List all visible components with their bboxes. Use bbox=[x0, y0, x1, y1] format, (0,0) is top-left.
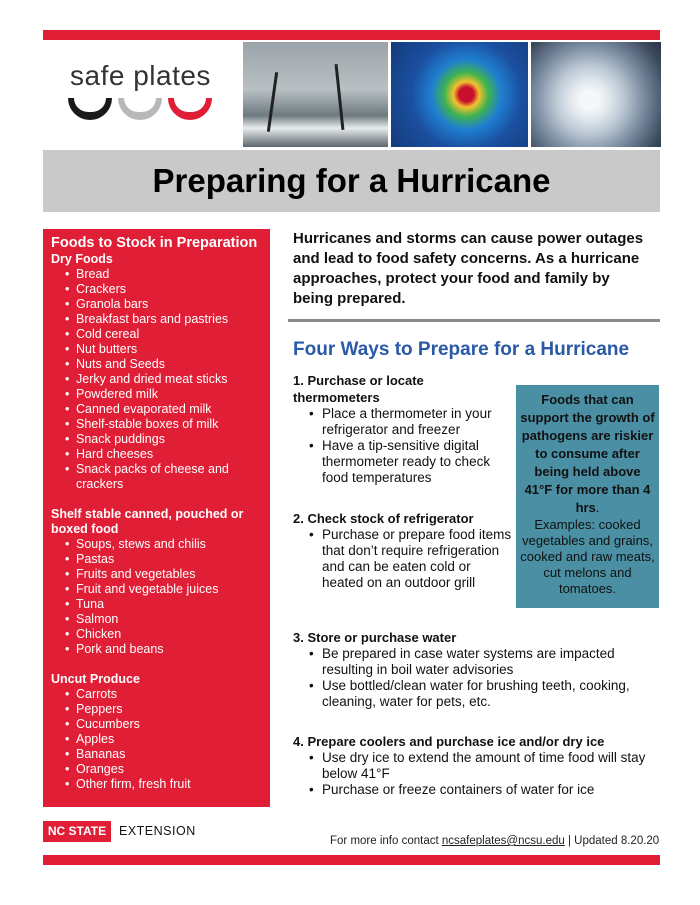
list-item: • Breakfast bars and pastries bbox=[65, 312, 262, 327]
list-item: • Apples bbox=[65, 732, 262, 747]
intro-paragraph: Hurricanes and storms can cause power outages and lead to food safety concerns. As a hurricane approaches, protect your food and family by being prepared. bbox=[293, 230, 644, 307]
step-coolers-ice bbox=[293, 733, 658, 798]
plate-black-icon bbox=[68, 98, 112, 120]
list-item: • Soups, stews and chilis bbox=[65, 537, 262, 552]
step-list bbox=[309, 646, 658, 710]
step-title: 2. Check stock of refrigerator bbox=[293, 511, 474, 526]
plate-red-icon bbox=[168, 98, 212, 120]
top-accent-bar bbox=[43, 30, 660, 40]
nc-state-logo bbox=[43, 821, 111, 842]
list-item: • Powdered milk bbox=[65, 387, 262, 402]
foods-sidebar bbox=[43, 229, 270, 807]
list-item: • Cold cereal bbox=[65, 327, 262, 342]
footer-prefix: For more info contact bbox=[330, 835, 442, 847]
category-title: Dry Foods bbox=[51, 252, 113, 266]
step-list bbox=[309, 406, 514, 486]
step-thermometers bbox=[293, 372, 514, 486]
list-item: • Pastas bbox=[65, 552, 262, 567]
plate-gray-icon bbox=[118, 98, 162, 120]
list-item: • Pork and beans bbox=[65, 642, 262, 657]
title-band bbox=[43, 150, 660, 212]
list-item: • Tuna bbox=[65, 597, 262, 612]
category-title: Uncut Produce bbox=[51, 672, 140, 686]
step-title: 4. Prepare coolers and purchase ice and/or dry ice bbox=[293, 734, 605, 749]
list-item: • Cucumbers bbox=[65, 717, 262, 732]
step-water bbox=[293, 629, 658, 710]
bottom-accent-bar bbox=[43, 855, 660, 865]
step-list bbox=[309, 750, 658, 798]
safe-plates-logo bbox=[60, 60, 230, 130]
step-list bbox=[309, 527, 514, 591]
list-item: • Oranges bbox=[65, 762, 262, 777]
callout-period: . bbox=[595, 500, 600, 515]
sidebar-title: Foods to Stock in Preparation bbox=[51, 235, 258, 251]
list-item: • Bread bbox=[65, 267, 262, 282]
uncut-produce-list bbox=[65, 687, 262, 792]
list-item: • Jerky and dried meat sticks bbox=[65, 372, 262, 387]
footer-contact bbox=[330, 835, 659, 847]
section-divider bbox=[288, 319, 660, 322]
list-item: • Nuts and Seeds bbox=[65, 357, 262, 372]
callout-body-text: Examples: cooked vegetables and grains, cooked and raw meats, cut melons and tomatoes. bbox=[520, 517, 655, 596]
list-item: • Be prepared in case water systems are impacted resulting in boil water advisories bbox=[309, 646, 658, 678]
list-item: • Other firm, fresh fruit bbox=[65, 777, 262, 792]
list-item: • Carrots bbox=[65, 687, 262, 702]
list-item: • Fruits and vegetables bbox=[65, 567, 262, 582]
list-item: • Canned evaporated milk bbox=[65, 402, 262, 417]
page-title: Preparing for a Hurricane bbox=[152, 162, 551, 199]
list-item: • Snack packs of cheese and crackers bbox=[65, 462, 235, 492]
pathogen-callout-box bbox=[516, 385, 659, 608]
contact-email-link[interactable]: ncsafeplates@ncsu.edu bbox=[441, 835, 565, 847]
ways-heading: Four Ways to Prepare for a Hurricane bbox=[293, 339, 630, 360]
list-item: • Use dry ice to extend the amount of time food will stay below 41°F bbox=[309, 750, 658, 782]
list-item: • Shelf-stable boxes of milk bbox=[65, 417, 262, 432]
list-item: • Purchase or freeze containers of water for ice bbox=[309, 782, 658, 798]
step-title: 1. Purchase or locate thermometers bbox=[293, 373, 424, 405]
step-refrigerator bbox=[293, 510, 514, 591]
list-item: • Chicken bbox=[65, 627, 262, 642]
storm-beach-photo bbox=[243, 42, 388, 147]
list-item: • Peppers bbox=[65, 702, 262, 717]
list-item: • Salmon bbox=[65, 612, 262, 627]
list-item: • Use bottled/clean water for brushing teeth, cooking, cleaning, water for pets, etc. bbox=[309, 678, 658, 710]
list-item: • Place a thermometer in your refrigerator and freezer bbox=[309, 406, 514, 438]
list-item: • Purchase or prepare food items that don’t require refrigeration and can be eaten cold or heated on an outdoor grill bbox=[309, 527, 514, 591]
hurricane-satellite-photo bbox=[531, 42, 661, 147]
category-title: Shelf stable canned, pouched or boxed food bbox=[51, 507, 244, 536]
list-item: • Nut butters bbox=[65, 342, 262, 357]
extension-label: EXTENSION bbox=[119, 824, 196, 838]
callout-bold-text: Foods that can support the growth of pathogens are riskier to consume after being held above 41°F for more than 4 hrs bbox=[520, 392, 655, 515]
nc-state-logo-text: NC STATE bbox=[47, 824, 107, 838]
list-item: • Crackers bbox=[65, 282, 262, 297]
hurricane-radar-photo bbox=[391, 42, 528, 147]
list-item: • Have a tip-sensitive digital thermometer ready to check food temperatures bbox=[309, 438, 514, 486]
list-item: • Granola bars bbox=[65, 297, 262, 312]
dry-foods-list bbox=[65, 267, 262, 492]
footer-suffix: | Updated 8.20.20 bbox=[564, 835, 660, 847]
list-item: • Snack puddings bbox=[65, 432, 262, 447]
list-item: • Fruit and vegetable juices bbox=[65, 582, 262, 597]
logo-text: safe plates bbox=[70, 60, 211, 91]
list-item: • Bananas bbox=[65, 747, 262, 762]
shelf-stable-list bbox=[65, 537, 262, 657]
step-title: 3. Store or purchase water bbox=[293, 630, 457, 645]
list-item: • Hard cheeses bbox=[65, 447, 262, 462]
